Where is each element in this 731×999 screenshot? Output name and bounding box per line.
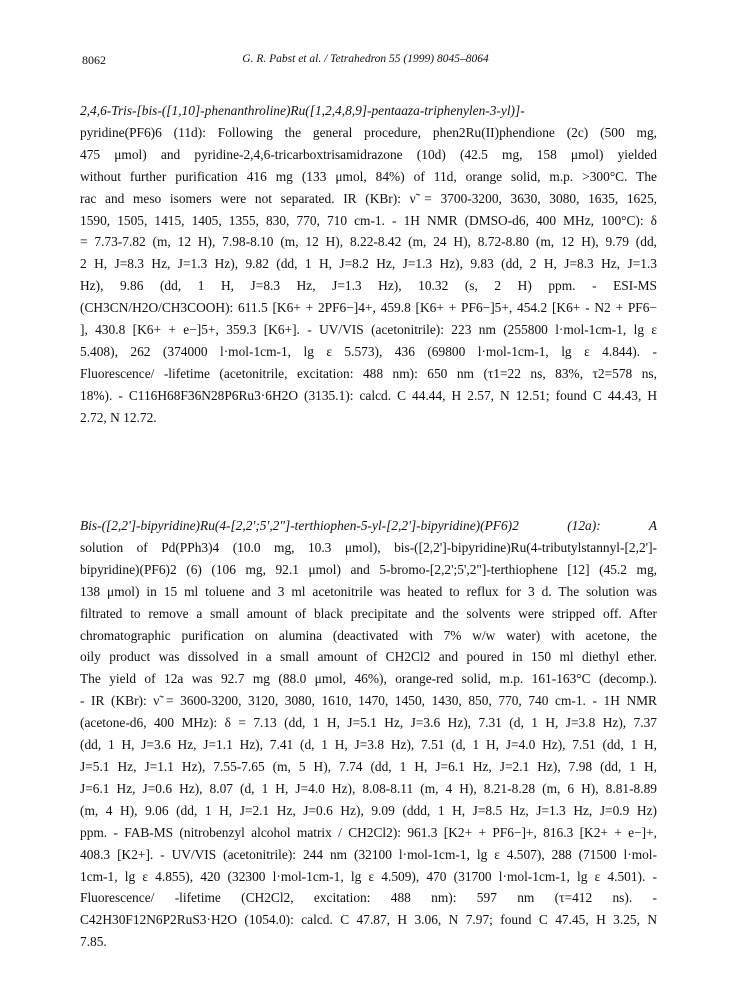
text-line: 7.85. — [80, 934, 107, 950]
text-line: Bis-([2,2']-bipyridine)Ru(4-[2,2';5',2"]-terthiophen-5-yl-[2,2']-bipyridine)(PF6)2 (12a): A — [80, 518, 657, 533]
text-line: filtrated to remove a small amount of black precipitate and the solvents were stripped off. After — [80, 605, 657, 621]
page-number: 8062 — [82, 53, 106, 67]
text-line: 1cm-1, lg ε 4.855), 420 (32300 l·mol-1cm-1, lg ε 4.509), 470 (31700 l·mol-1cm-1, lg ε 4.501). - — [80, 868, 657, 884]
text-line: 408.3 [K2+]. - UV/VIS (acetonitrile): 244 nm (32100 l·mol-1cm-1, lg ε 4.507), 288 (71500 l·mol- — [80, 846, 657, 862]
text-line: 475 μmol) and pyridine-2,4,6-tricarboxtrisamidrazone (10d) (42.5 mg, 158 μmol) yielded — [80, 146, 657, 162]
text-line: 2 H, J=8.3 Hz, J=1.3 Hz), 9.82 (dd, 1 H, J=8.2 Hz, J=1.3 Hz), 9.83 (dd, 2 H, J=8.3 Hz, J=1.3 — [80, 256, 657, 272]
compound-entry-12a — [80, 515, 657, 953]
text-line: 2.72, N 12.72. — [80, 409, 157, 425]
text-line: without further purification 416 mg (133 μmol, 84%) of 11d, orange solid, m.p. >300°C. The — [80, 168, 657, 184]
text-line: Fluorescence/ -lifetime (acetonitrile, excitation: 488 nm): 650 nm (τ1=22 ns, 83%, τ2=578 ns, — [80, 365, 657, 381]
text-line: pyridine(PF6)6 (11d): Following the general procedure, phen2Ru(II)phendione (2c) (500 mg, — [80, 124, 657, 140]
text-line: ], 430.8 [K6+ + e−]5+, 359.3 [K6+]. - UV/VIS (acetonitrile): 223 nm (255800 l·mol-1cm-1, lg ε — [80, 322, 657, 338]
text-line: (m, 4 H), 9.06 (dd, 1 H, J=2.1 Hz, J=0.6 Hz), 9.09 (ddd, 1 H, J=8.5 Hz, J=1.3 Hz, J=0.9 Hz) — [80, 802, 657, 818]
text-line: The yield of 12a was 92.7 mg (88.0 μmol, 46%), orange-red solid, m.p. 161-163°C (decomp.). — [80, 671, 657, 687]
text-line: (dd, 1 H, J=3.6 Hz, J=1.1 Hz), 7.41 (d, 1 H, J=3.8 Hz), 7.51 (d, 1 H, J=4.0 Hz), 7.51 (dd, 1 H, — [80, 737, 657, 753]
text-line: Hz), 9.86 (dd, 1 H, J=8.3 Hz, J=1.3 Hz), 10.32 (s, 2 H) ppm. - ESI-MS — [80, 278, 657, 294]
text-line: J=6.1 Hz, J=0.6 Hz), 8.07 (d, 1 H, J=4.0 Hz), 8.08-8.11 (m, 4 H), 8.21-8.28 (m, 6 H), 8.81-8.89 — [80, 780, 657, 796]
text-line: 138 μmol) in 15 ml toluene and 3 ml acetonitrile was heated to reflux for 3 d. The solution was — [80, 583, 657, 599]
text-line: (acetone-d6, 400 MHz): δ = 7.13 (dd, 1 H, J=5.1 Hz, J=3.6 Hz), 7.31 (d, 1 H, J=3.8 Hz), 7.37 — [80, 715, 657, 731]
text-line: C42H30F12N6P2RuS3·H2O (1054.0): calcd. C 47.87, H 3.06, N 7.97; found C 47.45, H 3.25, N — [80, 912, 657, 928]
text-line: rac and meso isomers were not separated. IR (KBr): ν̃ = 3700-3200, 3630, 3080, 1635, 1625, — [80, 190, 657, 206]
text-line: bipyridine)(PF6)2 (6) (106 mg, 92.1 μmol) and 5-bromo-[2,2';5',2"]-terthiophene [12] (45.2 mg, — [80, 561, 657, 577]
text-line: solution of Pd(PPh3)4 (10.0 mg, 10.3 μmol), bis-([2,2']-bipyridine)Ru(4-tributylstannyl-[2,2']- — [80, 539, 657, 555]
text-line: - IR (KBr): ν̃ = 3600-3200, 3120, 3080, 1610, 1470, 1450, 1430, 850, 770, 740 cm-1. - 1H NMR — [80, 693, 657, 709]
text-line: 1590, 1505, 1415, 1405, 1355, 830, 770, 710 cm-1. - 1H NMR (DMSO-d6, 400 MHz, 100°C): δ — [80, 212, 657, 228]
compound-entry-11d — [80, 100, 657, 429]
text-line: 18%). - C116H68F36N28P6Ru3·6H2O (3135.1): calcd. C 44.44, H 2.57, N 12.51; found C 44.43, H — [80, 387, 657, 403]
text-line: ppm. - FAB-MS (nitrobenzyl alcohol matrix / CH2Cl2): 961.3 [K2+ + PF6−]+, 816.3 [K2+ + e−]+, — [80, 824, 657, 840]
text-line: chromatographic purification on alumina (deactivated with 7% w/w water) with acetone, the — [80, 627, 657, 643]
text-line: oily product was dissolved in a small amount of CH2Cl2 and poured in 150 ml diethyl ether. — [80, 649, 657, 665]
text-line: Fluorescence/ -lifetime (CH2Cl2, excitation: 488 nm): 597 nm (τ=412 ns). - — [80, 890, 657, 906]
text-line: (CH3CN/H2O/CH3COOH): 611.5 [K6+ + 2PF6−]4+, 459.8 [K6+ + PF6−]5+, 454.2 [K6+ - N2 + PF6− — [80, 300, 657, 316]
text-line: J=5.1 Hz, J=1.1 Hz), 7.55-7.65 (m, 5 H), 7.74 (dd, 1 H, J=6.1 Hz, J=2.1 Hz), 7.98 (dd, 1 H, — [80, 758, 657, 774]
text-line: 5.408), 262 (374000 l·mol-1cm-1, lg ε 5.573), 436 (69800 l·mol-1cm-1, lg ε 4.844). - — [80, 343, 657, 359]
text-line: 2,4,6-Tris-[bis-([1,10]-phenanthroline)Ru([1,2,4,8,9]-pentaaza-triphenylen-3-yl)]- — [80, 103, 525, 118]
text-line: = 7.73-7.82 (m, 12 H), 7.98-8.10 (m, 12 H), 8.22-8.42 (m, 24 H), 8.72-8.80 (m, 12 H), 9.79 (dd, — [80, 234, 657, 250]
running-header: G. R. Pabst et al. / Tetrahedron 55 (1999) 8045–8064 — [242, 53, 489, 65]
